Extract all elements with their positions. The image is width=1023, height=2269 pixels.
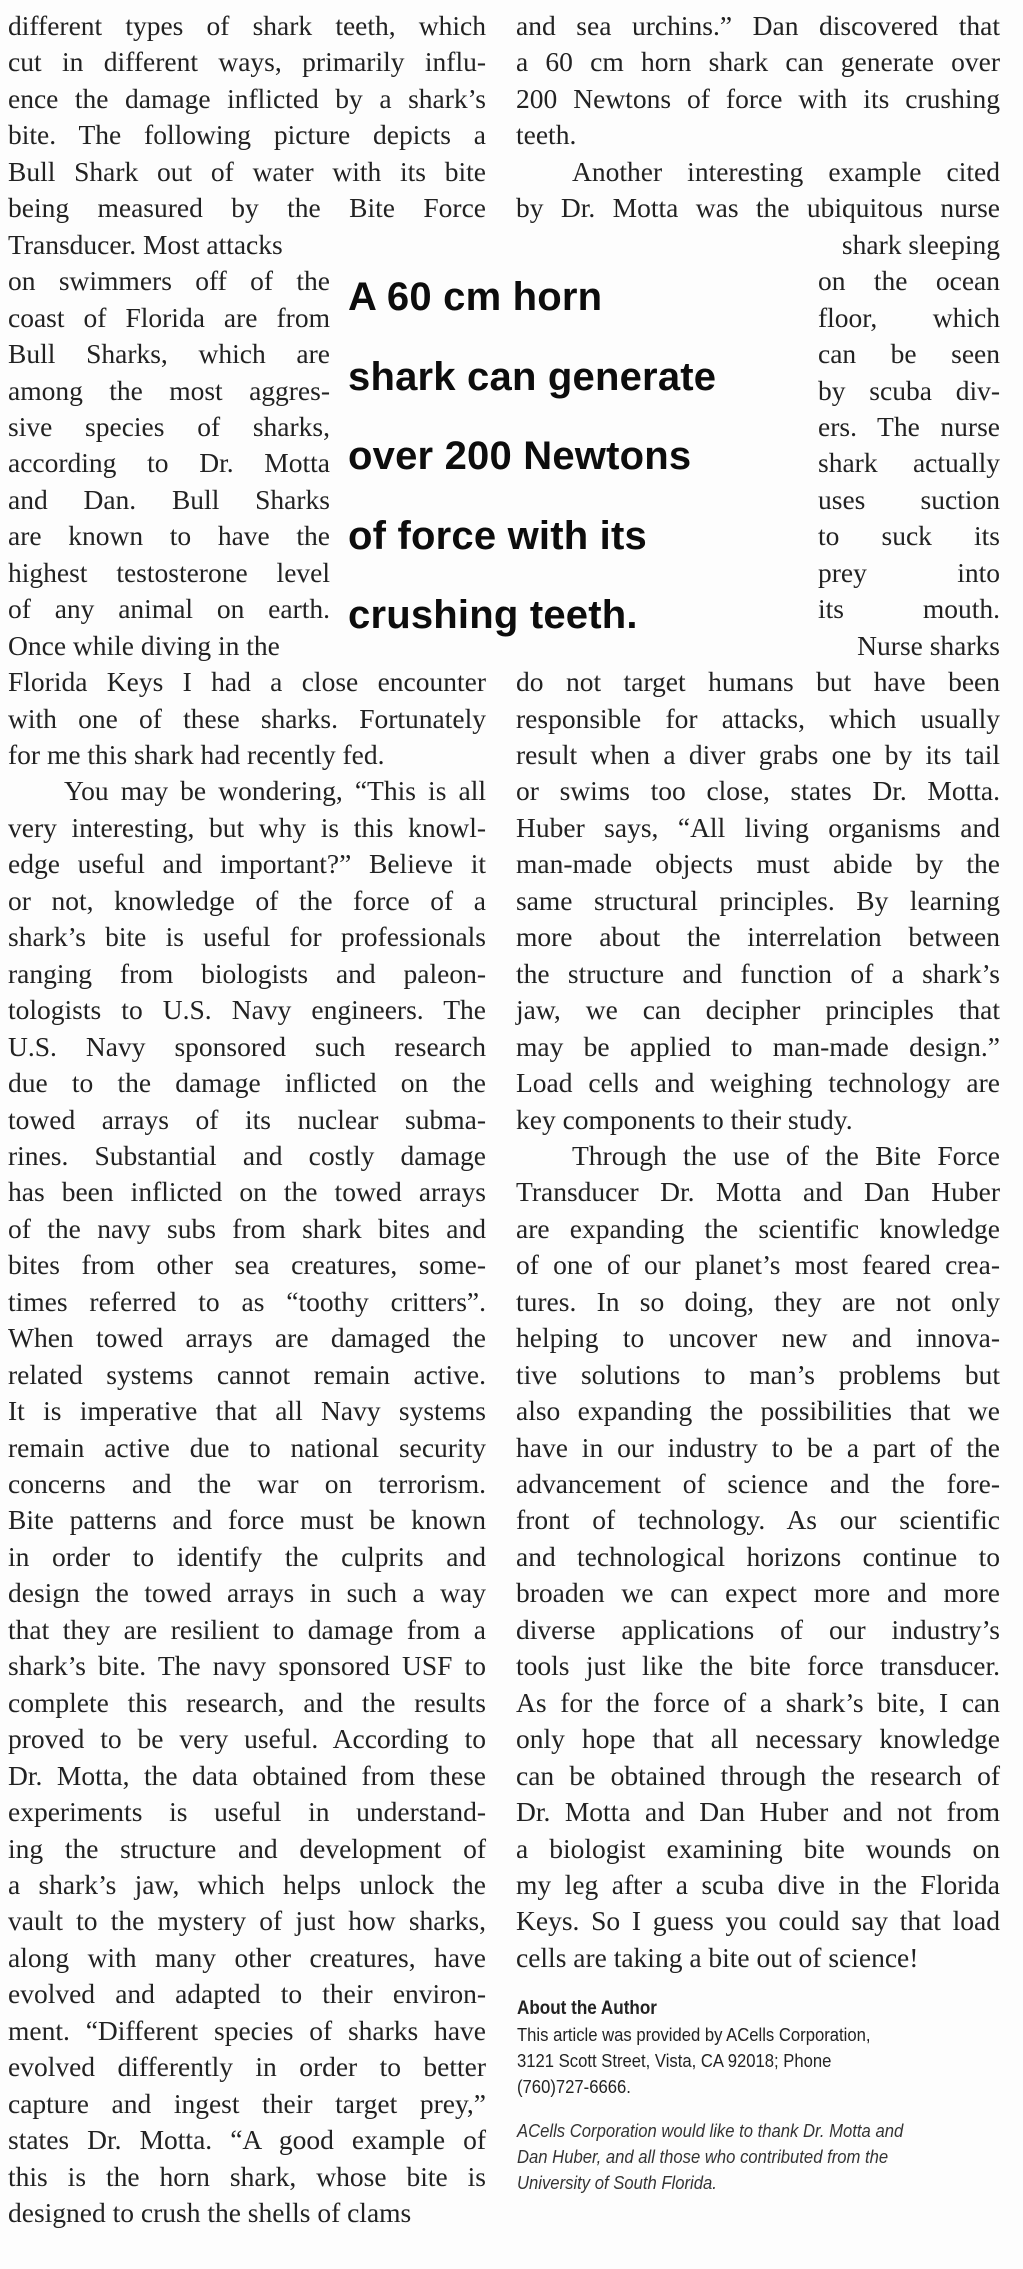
text-line: times referred to as “toothy critters”. — [8, 1285, 486, 1317]
text-line: very interesting, but why is this knowl- — [8, 811, 486, 843]
text-line: Bite patterns and force must be known — [8, 1504, 486, 1536]
text-line: Dr. Motta, the data obtained from these — [8, 1759, 486, 1791]
text-line: rines. Substantial and costly damage — [8, 1139, 486, 1171]
text-line: this is the horn shark, whose bite is — [8, 2160, 486, 2192]
text-line: You may be wondering, “This is all — [64, 775, 486, 807]
text-line: vault to the mystery of just how sharks, — [8, 1905, 486, 1937]
text-line: by scuba div- — [818, 374, 1000, 406]
text-line: or not, knowledge of the force of a — [8, 884, 486, 916]
text-line: 200 Newtons of force with its crushing — [516, 82, 1000, 114]
text-line: broaden we can expect more and more — [516, 1577, 1000, 1609]
text-line: proved to be very useful. According to — [8, 1723, 486, 1755]
text-line: U.S. Navy sponsored such research — [8, 1030, 486, 1062]
text-line: a shark’s jaw, which helps unlock the — [8, 1868, 486, 1900]
text-line: to suck its — [818, 520, 1000, 552]
text-line: shark actually — [818, 447, 1000, 479]
text-line: teeth. — [516, 119, 577, 151]
text-line: related systems cannot remain active. — [8, 1358, 486, 1390]
text-line: that they are resilient to damage from a — [8, 1613, 486, 1645]
text-line: also expanding the possibilities that we — [516, 1395, 1000, 1427]
text-line: among the most aggres- — [8, 374, 330, 406]
acknowledgement-line: Dan Huber, and all those who contributed from the — [517, 2146, 889, 2167]
text-line: design the towed arrays in such a way — [8, 1577, 486, 1609]
text-line: have in our industry to be a part of the — [516, 1431, 1000, 1463]
text-line: ing the structure and development of — [8, 1832, 486, 1864]
text-line: Keys. So I guess you could say that load — [516, 1905, 1000, 1937]
pull-quote-line: shark can generate — [348, 354, 717, 399]
text-line: due to the damage inflicted on the — [8, 1067, 486, 1099]
text-line: experiments is useful in understand- — [8, 1796, 486, 1828]
text-line: towed arrays of its nuclear subma- — [8, 1103, 486, 1135]
text-line: ence the damage inflicted by a shark’s — [8, 82, 486, 114]
text-line: and Dan. Bull Sharks — [8, 483, 330, 515]
text-line: uses suction — [818, 483, 1000, 515]
text-line: on swimmers off of the — [8, 265, 330, 297]
text-line: only hope that all necessary knowledge — [516, 1723, 1000, 1755]
text-line: advancement of science and the fore- — [516, 1468, 1000, 1499]
text-line: can be seen — [818, 338, 1000, 370]
text-line: ers. The nurse — [818, 410, 1000, 442]
text-line: Dr. Motta and Dan Huber and not from — [516, 1796, 1000, 1828]
text-line: along with many other creatures, have — [8, 1941, 486, 1973]
text-line: are known to have the — [8, 520, 330, 552]
text-line: Bull Shark out of water with its bite — [8, 155, 486, 187]
text-line: front of technology. As our scientific — [516, 1504, 1000, 1536]
text-line: key components to their study. — [516, 1103, 853, 1135]
text-line: As for the force of a shark’s bite, I can — [516, 1686, 1000, 1718]
text-line: diverse applications of our industry’s — [516, 1613, 1000, 1645]
text-line: evolved and adapted to their environ- — [8, 1978, 486, 2010]
text-line: coast of Florida are from — [8, 301, 330, 333]
text-line: states Dr. Motta. “A good example of — [8, 2124, 486, 2156]
text-line: more about the interrelation between — [516, 921, 1000, 953]
text-line: complete this research, and the results — [8, 1686, 486, 1718]
text-line: sive species of sharks, — [8, 410, 330, 442]
text-line: and technological horizons continue to — [516, 1540, 1000, 1572]
acknowledgement — [517, 2118, 949, 2196]
about-the-author — [517, 1996, 949, 2196]
text-line: being measured by the Bite Force — [8, 192, 486, 224]
text-line: Transducer. Most attacks — [8, 228, 283, 260]
text-line: of any animal on earth. — [8, 593, 330, 625]
pull-quote-line: over 200 Newtons — [348, 434, 692, 478]
text-line: tive solutions to man’s problems but — [516, 1358, 1000, 1390]
text-line: ranging from biologists and paleon- — [8, 957, 486, 989]
text-line: has been inflicted on the towed arrays — [8, 1176, 486, 1208]
text-line: according to Dr. Motta — [8, 447, 330, 479]
pull-quote-line: of force with its — [348, 513, 647, 558]
text-line: may be applied to man-made design.” — [516, 1030, 1000, 1062]
text-line: same structural principles. By learning — [516, 884, 1000, 916]
pull-quote-line: A 60 cm horn — [348, 275, 603, 319]
text-line: capture and ingest their target prey,” — [8, 2087, 486, 2119]
text-line: cells are taking a bite out of science! — [516, 1941, 919, 1973]
text-line: cut in different ways, primarily influ- — [8, 46, 486, 78]
text-line: of one of our planet’s most feared crea- — [516, 1249, 1000, 1281]
pull-quote-line: crushing teeth. — [348, 593, 638, 637]
text-line: can be obtained through the research of — [516, 1759, 1000, 1791]
text-line: helping to uncover new and innova- — [516, 1322, 1000, 1354]
text-line: for me this shark had recently fed. — [8, 739, 385, 770]
text-line: bites from other sea creatures, some- — [8, 1249, 486, 1281]
text-line: ment. “Different species of sharks have — [8, 2014, 486, 2046]
text-line: Bull Sharks, which are — [8, 338, 330, 370]
text-line: evolved differently in order to better — [8, 2051, 486, 2083]
about-author-line: This article was provided by ACells Corporation, — [517, 2024, 871, 2045]
text-line: remain active due to national security — [8, 1431, 486, 1463]
text-line: a 60 cm horn shark can generate over — [516, 46, 1000, 78]
text-line: Load cells and weighing technology are — [516, 1067, 1000, 1099]
text-line: my leg after a scuba dive in the Florida — [516, 1868, 1000, 1900]
text-line: Another interesting example cited — [572, 155, 1000, 187]
acknowledgement-line: University of South Florida. — [517, 2172, 717, 2193]
text-line: Huber says, “All living organisms and — [516, 811, 1000, 843]
text-line: concerns and the war on terrorism. — [8, 1468, 486, 1499]
text-line: tologists to U.S. Navy engineers. The — [8, 994, 486, 1026]
text-line: bite. The following picture depicts a — [8, 119, 486, 151]
text-line: or swims too close, states Dr. Motta. — [516, 775, 1000, 807]
text-line: prey into — [818, 556, 1000, 588]
text-line: designed to crush the shells of clams — [8, 2197, 412, 2228]
text-line: Once while diving in the — [8, 629, 280, 661]
text-line: tools just like the bite force transducer. — [516, 1650, 1000, 1682]
text-line: with one of these sharks. Fortunately — [8, 702, 486, 734]
text-line: its mouth. — [818, 593, 1000, 625]
text-line: and sea urchins.” Dan discovered that — [516, 10, 1000, 41]
text-line: jaw, we can decipher principles that — [516, 994, 1000, 1026]
about-author-line: (760)727-6666. — [517, 2076, 631, 2097]
text-line: floor, which — [818, 301, 1000, 333]
text-line: edge useful and important?” Believe it — [8, 848, 486, 880]
text-line: result when a diver grabs one by its tail — [516, 739, 1000, 770]
text-line: man-made objects must abide by the — [516, 848, 1000, 880]
text-line: Nurse sharks — [857, 629, 1000, 661]
text-line: Through the use of the Bite Force — [572, 1139, 1000, 1171]
text-line: by Dr. Motta was the ubiquitous nurse — [516, 192, 1000, 224]
text-line: are expanding the scientific knowledge — [516, 1212, 1000, 1244]
text-line: tures. In so doing, they are not only — [516, 1285, 1000, 1317]
about-author-line: 3121 Scott Street, Vista, CA 92018; Phone — [517, 2050, 832, 2071]
pull-quote — [348, 258, 818, 656]
text-line: on the ocean — [818, 265, 1000, 297]
text-line: highest testosterone level — [8, 556, 330, 588]
text-line: Florida Keys I had a close encounter — [8, 666, 486, 698]
text-line: Transducer Dr. Motta and Dan Huber — [516, 1176, 1000, 1208]
text-line: It is imperative that all Navy systems — [8, 1395, 486, 1427]
text-line: do not target humans but have been — [516, 666, 1000, 698]
text-line: When towed arrays are damaged the — [8, 1322, 486, 1354]
text-line: different types of shark teeth, which — [8, 10, 486, 41]
text-line: a biologist examining bite wounds on — [516, 1832, 1000, 1864]
text-line: in order to identify the culprits and — [8, 1540, 486, 1572]
text-line: of the navy subs from shark bites and — [8, 1212, 486, 1244]
acknowledgement-line: ACells Corporation would like to thank Dr. Motta and — [517, 2120, 904, 2141]
text-line: shark’s bite is useful for professionals — [8, 921, 486, 953]
text-line: shark sleeping — [841, 228, 1000, 260]
text-line: responsible for attacks, which usually — [516, 702, 1000, 734]
text-line: the structure and function of a shark’s — [516, 957, 1000, 989]
text-line: shark’s bite. The navy sponsored USF to — [8, 1650, 486, 1682]
about-author-heading: About the Author — [517, 1998, 657, 2019]
